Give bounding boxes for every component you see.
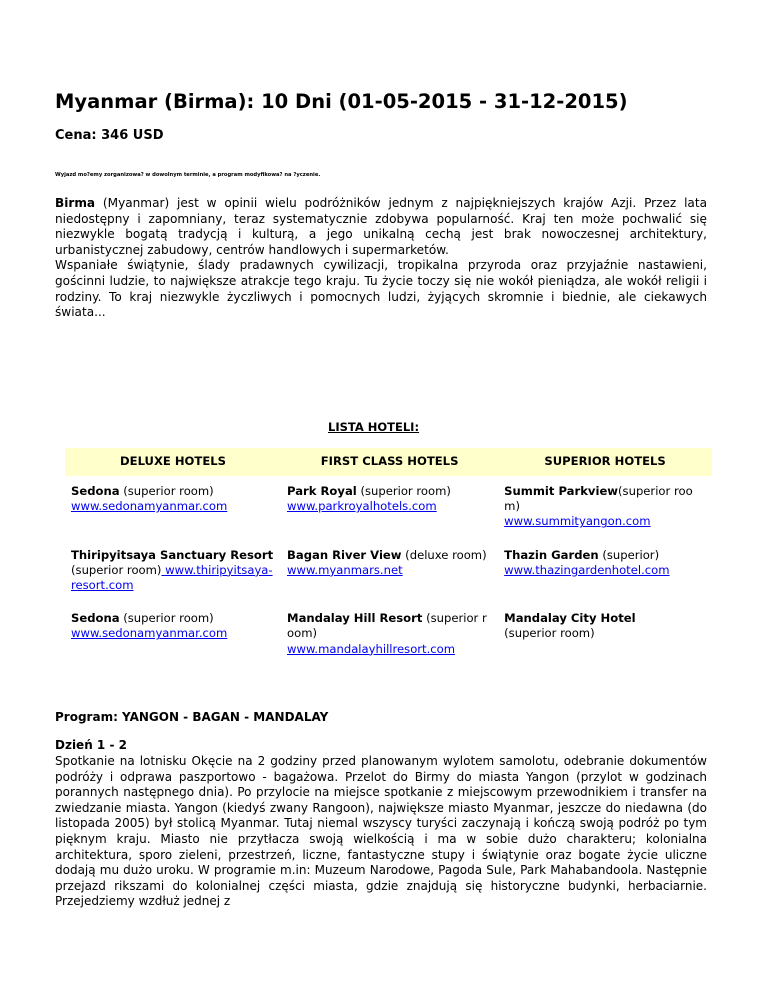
room-type: (superior room) bbox=[71, 562, 162, 577]
room-type: (superior room) bbox=[119, 484, 214, 498]
hotel-cell bbox=[65, 476, 281, 540]
table-row bbox=[65, 603, 712, 667]
hotel-name: Park Royal bbox=[287, 484, 357, 498]
room-type: (superior room) bbox=[504, 626, 595, 641]
hotel-link[interactable]: www.summityangon.com bbox=[504, 514, 651, 529]
hotel-name: Mandalay City Hotel bbox=[504, 611, 636, 626]
column-header-first-class: FIRST CLASS HOTELS bbox=[281, 448, 498, 476]
hotels-table-header bbox=[65, 448, 712, 476]
hotel-name: Thiripyitsaya Sanctuary Resort bbox=[71, 547, 274, 562]
hotel-cell bbox=[65, 603, 281, 667]
room-type: (superior room) bbox=[504, 484, 693, 514]
hotels-table bbox=[65, 448, 712, 667]
hotel-cell bbox=[281, 540, 498, 604]
hotel-link[interactable]: www.parkroyalhotels.com bbox=[287, 499, 437, 514]
hotel-name: Sedona bbox=[71, 484, 120, 498]
hotel-name: Sedona bbox=[71, 611, 120, 626]
hotel-link[interactable]: www.myanmars.net bbox=[287, 562, 403, 577]
hotel-name: Mandalay Hill Resort bbox=[287, 611, 423, 626]
hotel-link[interactable]: www.sedonamyanmar.com bbox=[71, 499, 228, 514]
intro-lead: Birma bbox=[55, 196, 96, 210]
intro-text bbox=[55, 196, 707, 321]
hotel-link[interactable]: www.thazingardenhotel.com bbox=[504, 562, 670, 577]
hotel-name: Thazin Garden bbox=[504, 547, 599, 562]
hotel-name: Summit Parkview bbox=[504, 484, 619, 498]
customization-note: Wyjazd mo?emy zorganizowa? w dowolnym terminie, a program modyfikowa? na ?yczenie. bbox=[55, 172, 321, 178]
room-type: (deluxe room) bbox=[401, 547, 487, 562]
hotel-cell bbox=[498, 476, 712, 540]
hotel-name: Bagan River View bbox=[287, 547, 402, 562]
hotel-link[interactable]: www.mandalayhillresort.com bbox=[287, 641, 456, 656]
room-type: (superior room) bbox=[119, 611, 214, 626]
room-type: (superior room) bbox=[356, 484, 451, 498]
intro-paragraph-2: Wspaniałe świątynie, ślady pradawnych cywilizacji, tropikalna przyroda oraz przyjaźnie nastawieni, gościnni ludzie, to największe atrakcje tego kraju. Tu życie toczy się nie wokół pieniądza, ale wokół religii i rodziny. To kraj niezwykle życzliwych i pomocnych ludzi, żyjących skromnie i biednie, ale ciekawych świata... bbox=[55, 258, 707, 320]
intro-paragraph-1 bbox=[55, 196, 707, 258]
hotel-cell bbox=[65, 540, 281, 604]
day-heading: Dzień 1 - 2 bbox=[55, 738, 127, 752]
room-type: (superior) bbox=[598, 547, 660, 562]
table-row bbox=[65, 476, 712, 540]
room-type: (superior room) bbox=[287, 611, 487, 641]
hotel-link[interactable]: www.thiripyitsaya-resort.com bbox=[71, 562, 273, 593]
day-description: Spotkanie na lotnisku Okęcie na 2 godziny przed planowanym wylotem samolotu, odebranie dokumentów podróży i odprawa paszportowo - bagażowa. Przelot do Birmy do miasta Yangon (przylot w godzinach porannych następnego dnia). Po przylocie na miejsce spotkanie z miejscowym przewodnikiem i transfer na zwiedzanie miasta. Yangon (kiedyś zwany Rangoon), największe miasto Myanmar, jeszcze do niedawna (do listopada 2005) był stolicą Myanmar. Tutaj niemal wszyscy turyści zaczynają i kończą swoją podróż po tym pięknym kraju. Miasto nie przytłacza swoją wielkością i ma w sobie dużo charakteru; kolonialna architektura, sporo zieleni, przestrzeń, liczne, fantastyczne stupy i świątynie oraz bogate życie uliczne dodają mu dużo uroku. W programie m.in: Muzeum Narodowe, Pagoda Sule, Park Mahabandoola. Następnie przejazd rikszami do kolonialnej części miasta, gdzie znajdują się historyczne budynki, herbaciarnie. Przejedziemy wzdłuż jednej z bbox=[55, 754, 707, 909]
hotel-cell bbox=[498, 540, 712, 604]
column-header-superior: SUPERIOR HOTELS bbox=[498, 448, 712, 476]
column-header-deluxe: DELUXE HOTELS bbox=[65, 448, 281, 476]
intro-paragraph-1-text: (Myanmar) jest w opinii wielu podróżników jednym z najpiękniejszych krajów Azji. Przez lata niedostępny i zapomniany, teraz systematycznie zdobywa popularność. Kraj ten może pochwalić się niezwykle bogatą tradycją i kulturą, a jego unikalną cechą jest brak nowoczesnej architektury, urbanistycznej zabudowy, centrów handlowych i supermarketów. bbox=[55, 196, 707, 257]
page-title: Myanmar (Birma): 10 Dni (01-05-2015 - 31-12-2015) bbox=[55, 90, 628, 113]
hotel-link[interactable]: www.sedonamyanmar.com bbox=[71, 626, 228, 641]
program-heading: Program: YANGON - BAGAN - MANDALAY bbox=[55, 710, 329, 724]
hotel-cell bbox=[281, 476, 498, 540]
hotels-heading: LISTA HOTELI: bbox=[328, 420, 420, 434]
hotel-cell bbox=[281, 603, 498, 667]
hotel-cell bbox=[498, 603, 712, 667]
table-row bbox=[65, 540, 712, 604]
price: Cena: 346 USD bbox=[55, 128, 164, 143]
